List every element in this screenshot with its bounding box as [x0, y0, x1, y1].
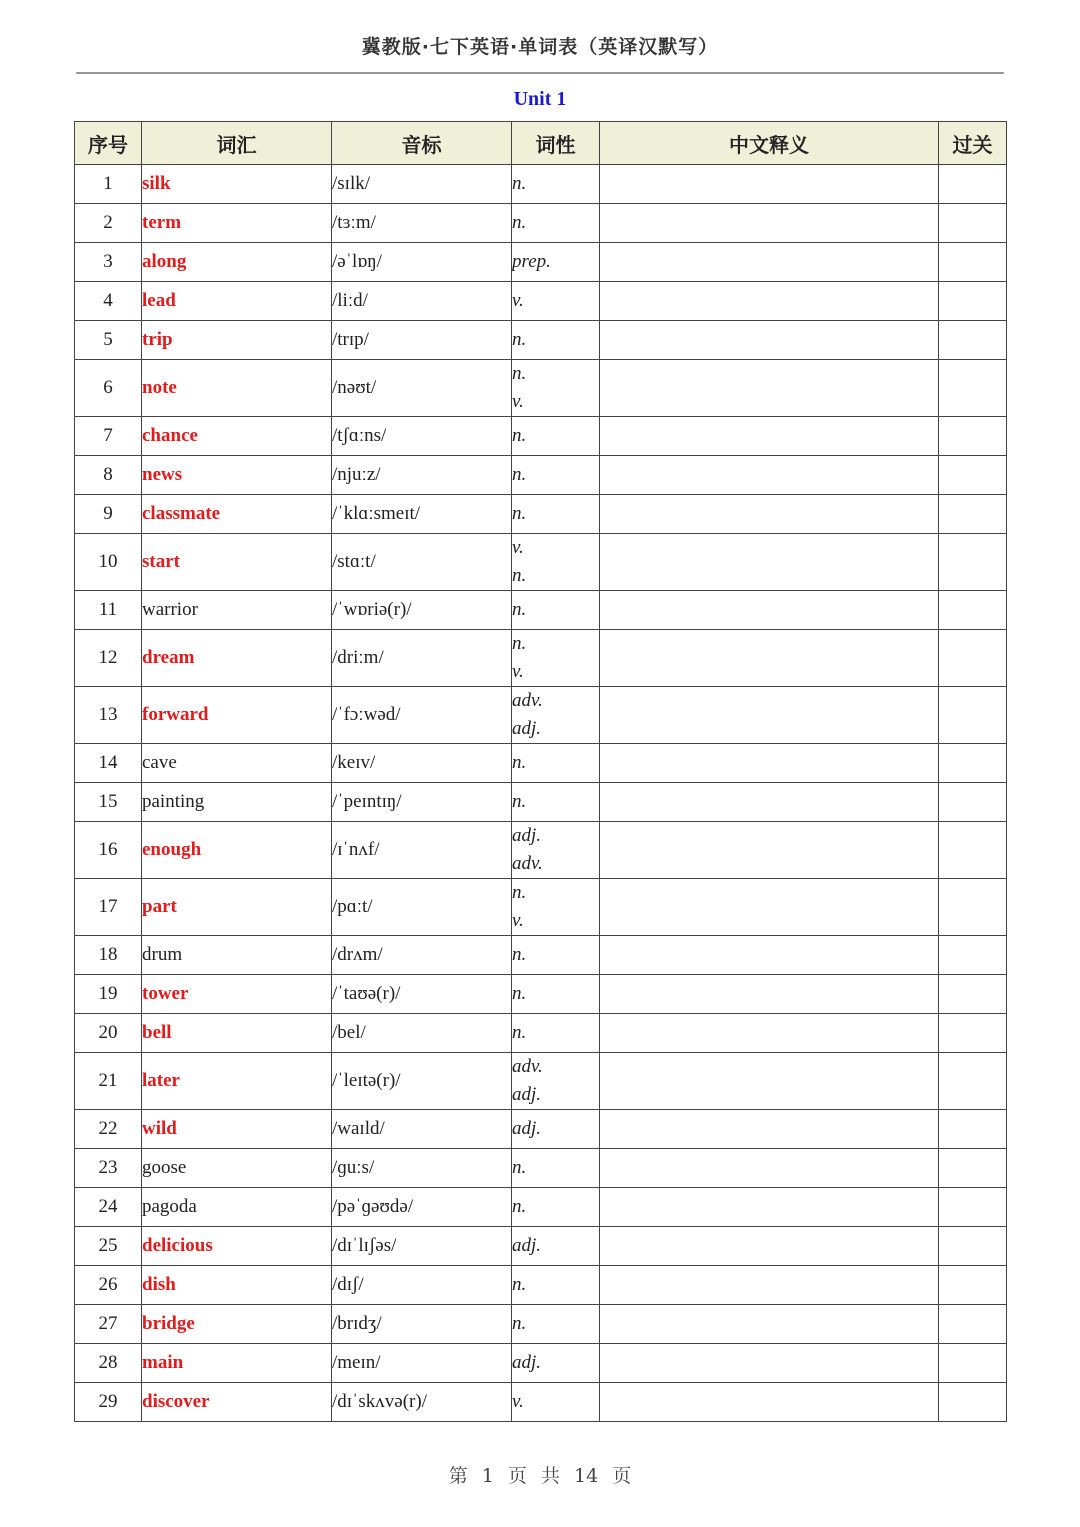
- phonetic-transcription: /keɪv/: [332, 744, 512, 783]
- part-of-speech: n.: [512, 212, 527, 233]
- chinese-meaning-blank[interactable]: [600, 687, 939, 744]
- passed-check-blank[interactable]: [939, 783, 1007, 822]
- vocab-word: pagoda: [142, 1188, 332, 1227]
- passed-check-blank[interactable]: [939, 1227, 1007, 1266]
- passed-check-blank[interactable]: [939, 282, 1007, 321]
- table-row: [75, 417, 1007, 456]
- table-row: [75, 687, 1007, 744]
- part-of-speech: n.: [512, 1313, 527, 1334]
- part-of-speech: adj.: [512, 1118, 542, 1139]
- row-number: 4: [75, 282, 142, 321]
- table-row: [75, 783, 1007, 822]
- table-row: [75, 321, 1007, 360]
- part-of-speech: n.: [512, 791, 527, 812]
- table-row: [75, 1110, 1007, 1149]
- passed-check-blank[interactable]: [939, 591, 1007, 630]
- vocab-word: start: [142, 534, 332, 591]
- vocab-word: painting: [142, 783, 332, 822]
- part-of-speech: v.: [512, 1391, 524, 1412]
- vocab-word: dream: [142, 630, 332, 687]
- chinese-meaning-blank[interactable]: [600, 1266, 939, 1305]
- part-of-speech: v.: [512, 910, 524, 931]
- phonetic-transcription: /ɪˈnʌf/: [332, 822, 512, 879]
- chinese-meaning-blank[interactable]: [600, 1188, 939, 1227]
- part-of-speech: adv.: [512, 690, 543, 711]
- part-of-speech: n.: [512, 363, 527, 384]
- part-of-speech-cell: [512, 1344, 600, 1383]
- table-row: [75, 591, 1007, 630]
- chinese-meaning-blank[interactable]: [600, 783, 939, 822]
- passed-check-blank[interactable]: [939, 1305, 1007, 1344]
- page-footer: 第 1 页 共 14 页: [448, 1465, 632, 1487]
- passed-check-blank[interactable]: [939, 975, 1007, 1014]
- row-number: 19: [75, 975, 142, 1014]
- row-number: 1: [75, 165, 142, 204]
- table-row: [75, 534, 1007, 591]
- table-row: [75, 1383, 1007, 1422]
- vocab-word: lead: [142, 282, 332, 321]
- row-number: 11: [75, 591, 142, 630]
- passed-check-blank[interactable]: [939, 822, 1007, 879]
- passed-check-blank[interactable]: [939, 936, 1007, 975]
- part-of-speech-cell: [512, 936, 600, 975]
- table-row: [75, 879, 1007, 936]
- row-number: 2: [75, 204, 142, 243]
- table-row: [75, 1344, 1007, 1383]
- vocab-word: note: [142, 360, 332, 417]
- part-of-speech-cell: [512, 879, 600, 936]
- vocab-word: delicious: [142, 1227, 332, 1266]
- passed-check-blank[interactable]: [939, 1053, 1007, 1110]
- vocab-word: discover: [142, 1383, 332, 1422]
- part-of-speech: v.: [512, 661, 524, 682]
- phonetic-transcription: /pɑːt/: [332, 879, 512, 936]
- phonetic-transcription: /ɡuːs/: [332, 1149, 512, 1188]
- passed-check-blank[interactable]: [939, 1344, 1007, 1383]
- part-of-speech-cell: [512, 591, 600, 630]
- part-of-speech-cell: [512, 495, 600, 534]
- part-of-speech: n.: [512, 173, 527, 194]
- part-of-speech-cell: [512, 1305, 600, 1344]
- phonetic-transcription: /ˈleɪtə(r)/: [332, 1053, 512, 1110]
- table-row: [75, 243, 1007, 282]
- table-row: [75, 495, 1007, 534]
- part-of-speech: n.: [512, 983, 527, 1004]
- row-number: 5: [75, 321, 142, 360]
- part-of-speech-cell: [512, 783, 600, 822]
- part-of-speech: n.: [512, 633, 527, 654]
- part-of-speech-cell: [512, 630, 600, 687]
- row-number: 10: [75, 534, 142, 591]
- passed-check-blank[interactable]: [939, 456, 1007, 495]
- row-number: 15: [75, 783, 142, 822]
- part-of-speech-cell: [512, 456, 600, 495]
- part-of-speech-cell: [512, 687, 600, 744]
- part-of-speech-cell: [512, 1383, 600, 1422]
- part-of-speech: n.: [512, 599, 527, 620]
- chinese-meaning-blank[interactable]: [600, 822, 939, 879]
- chinese-meaning-blank[interactable]: [600, 534, 939, 591]
- chinese-meaning-blank[interactable]: [600, 630, 939, 687]
- part-of-speech-cell: [512, 282, 600, 321]
- passed-check-blank[interactable]: [939, 165, 1007, 204]
- passed-check-blank[interactable]: [939, 744, 1007, 783]
- chinese-meaning-blank[interactable]: [600, 744, 939, 783]
- vocabulary-table: [74, 121, 1007, 1422]
- row-number: 16: [75, 822, 142, 879]
- table-header-row: [75, 122, 1007, 165]
- passed-check-blank[interactable]: [939, 1266, 1007, 1305]
- part-of-speech: adv.: [512, 1056, 543, 1077]
- phonetic-transcription: /sɪlk/: [332, 165, 512, 204]
- row-number: 18: [75, 936, 142, 975]
- vocab-word: wild: [142, 1110, 332, 1149]
- part-of-speech-cell: [512, 1227, 600, 1266]
- part-of-speech: adj.: [512, 1235, 542, 1256]
- chinese-meaning-blank[interactable]: [600, 360, 939, 417]
- table-row: [75, 1149, 1007, 1188]
- row-number: 26: [75, 1266, 142, 1305]
- column-header-chinese-meaning: 中文释义: [600, 122, 939, 165]
- phonetic-transcription: /drʌm/: [332, 936, 512, 975]
- part-of-speech-cell: [512, 165, 600, 204]
- part-of-speech-cell: [512, 975, 600, 1014]
- passed-check-blank[interactable]: [939, 1383, 1007, 1422]
- phonetic-transcription: /meɪn/: [332, 1344, 512, 1383]
- table-row: [75, 204, 1007, 243]
- column-header-number: 序号: [75, 122, 142, 165]
- chinese-meaning-blank[interactable]: [600, 1110, 939, 1149]
- passed-check-blank[interactable]: [939, 879, 1007, 936]
- part-of-speech: n.: [512, 752, 527, 773]
- column-header-part-of-speech: 词性: [512, 122, 600, 165]
- row-number: 29: [75, 1383, 142, 1422]
- part-of-speech-cell: [512, 321, 600, 360]
- vocab-word: chance: [142, 417, 332, 456]
- part-of-speech: adj.: [512, 825, 542, 846]
- passed-check-blank[interactable]: [939, 1014, 1007, 1053]
- phonetic-transcription: /liːd/: [332, 282, 512, 321]
- phonetic-transcription: /nəʊt/: [332, 360, 512, 417]
- chinese-meaning-blank[interactable]: [600, 321, 939, 360]
- vocab-word: classmate: [142, 495, 332, 534]
- chinese-meaning-blank[interactable]: [600, 936, 939, 975]
- table-row: [75, 1227, 1007, 1266]
- table-row: [75, 630, 1007, 687]
- phonetic-transcription: /waɪld/: [332, 1110, 512, 1149]
- part-of-speech: v.: [512, 290, 524, 311]
- vocab-word: later: [142, 1053, 332, 1110]
- row-number: 21: [75, 1053, 142, 1110]
- phonetic-transcription: /njuːz/: [332, 456, 512, 495]
- row-number: 9: [75, 495, 142, 534]
- passed-check-blank[interactable]: [939, 204, 1007, 243]
- part-of-speech: v.: [512, 391, 524, 412]
- vocab-word: news: [142, 456, 332, 495]
- part-of-speech: adj.: [512, 1084, 542, 1105]
- passed-check-blank[interactable]: [939, 1149, 1007, 1188]
- vocab-word: main: [142, 1344, 332, 1383]
- vocab-word: term: [142, 204, 332, 243]
- part-of-speech: n.: [512, 464, 527, 485]
- table-row: [75, 360, 1007, 417]
- phonetic-transcription: /bel/: [332, 1014, 512, 1053]
- table-row: [75, 1014, 1007, 1053]
- row-number: 14: [75, 744, 142, 783]
- part-of-speech: prep.: [512, 251, 551, 272]
- vocab-word: bridge: [142, 1305, 332, 1344]
- vocab-word: warrior: [142, 591, 332, 630]
- table-row: [75, 1266, 1007, 1305]
- table-row: [75, 282, 1007, 321]
- vocab-word: tower: [142, 975, 332, 1014]
- part-of-speech-cell: [512, 822, 600, 879]
- row-number: 12: [75, 630, 142, 687]
- part-of-speech: n.: [512, 1274, 527, 1295]
- row-number: 13: [75, 687, 142, 744]
- part-of-speech: adj.: [512, 1352, 542, 1373]
- part-of-speech-cell: [512, 1014, 600, 1053]
- chinese-meaning-blank[interactable]: [600, 165, 939, 204]
- table-row: [75, 744, 1007, 783]
- row-number: 25: [75, 1227, 142, 1266]
- part-of-speech: adv.: [512, 853, 543, 874]
- phonetic-transcription: /ˈklɑːsmeɪt/: [332, 495, 512, 534]
- chinese-meaning-blank[interactable]: [600, 591, 939, 630]
- chinese-meaning-blank[interactable]: [600, 1383, 939, 1422]
- table-row: [75, 165, 1007, 204]
- phonetic-transcription: /tɜːm/: [332, 204, 512, 243]
- column-header-phonetic: 音标: [332, 122, 512, 165]
- passed-check-blank[interactable]: [939, 495, 1007, 534]
- chinese-meaning-blank[interactable]: [600, 1227, 939, 1266]
- part-of-speech-cell: [512, 360, 600, 417]
- part-of-speech: n.: [512, 944, 527, 965]
- table-row: [75, 822, 1007, 879]
- part-of-speech-cell: [512, 204, 600, 243]
- phonetic-transcription: /trɪp/: [332, 321, 512, 360]
- chinese-meaning-blank[interactable]: [600, 1053, 939, 1110]
- passed-check-blank[interactable]: [939, 687, 1007, 744]
- part-of-speech-cell: [512, 243, 600, 282]
- part-of-speech-cell: [512, 417, 600, 456]
- chinese-meaning-blank[interactable]: [600, 495, 939, 534]
- passed-check-blank[interactable]: [939, 321, 1007, 360]
- part-of-speech-cell: [512, 1110, 600, 1149]
- phonetic-transcription: /dɪˈskʌvə(r)/: [332, 1383, 512, 1422]
- vocab-word: bell: [142, 1014, 332, 1053]
- header-divider: [76, 72, 1004, 74]
- chinese-meaning-blank[interactable]: [600, 417, 939, 456]
- vocab-word: dish: [142, 1266, 332, 1305]
- table-row: [75, 1188, 1007, 1227]
- chinese-meaning-blank[interactable]: [600, 456, 939, 495]
- vocab-word: trip: [142, 321, 332, 360]
- table-row: [75, 1305, 1007, 1344]
- document-title: 冀教版·七下英语·单词表（英译汉默写）: [361, 36, 719, 58]
- row-number: 3: [75, 243, 142, 282]
- phonetic-transcription: /ˈpeɪntɪŋ/: [332, 783, 512, 822]
- vocabulary-table-body: [75, 165, 1007, 1422]
- vocab-word: along: [142, 243, 332, 282]
- passed-check-blank[interactable]: [939, 1188, 1007, 1227]
- part-of-speech: n.: [512, 329, 527, 350]
- phonetic-transcription: /dɪʃ/: [332, 1266, 512, 1305]
- row-number: 6: [75, 360, 142, 417]
- phonetic-transcription: /ˈfɔːwəd/: [332, 687, 512, 744]
- phonetic-transcription: /tʃɑːns/: [332, 417, 512, 456]
- column-header-passed: 过关: [939, 122, 1007, 165]
- part-of-speech: n.: [512, 1022, 527, 1043]
- chinese-meaning-blank[interactable]: [600, 1344, 939, 1383]
- phonetic-transcription: /ˈwɒriə(r)/: [332, 591, 512, 630]
- part-of-speech: v.: [512, 537, 524, 558]
- table-row: [75, 936, 1007, 975]
- chinese-meaning-blank[interactable]: [600, 282, 939, 321]
- vocab-word: goose: [142, 1149, 332, 1188]
- part-of-speech: adj.: [512, 718, 542, 739]
- passed-check-blank[interactable]: [939, 417, 1007, 456]
- row-number: 28: [75, 1344, 142, 1383]
- chinese-meaning-blank[interactable]: [600, 1149, 939, 1188]
- phonetic-transcription: /stɑːt/: [332, 534, 512, 591]
- passed-check-blank[interactable]: [939, 360, 1007, 417]
- part-of-speech-cell: [512, 1053, 600, 1110]
- part-of-speech-cell: [512, 534, 600, 591]
- phonetic-transcription: /dɪˈlɪʃəs/: [332, 1227, 512, 1266]
- row-number: 23: [75, 1149, 142, 1188]
- part-of-speech: n.: [512, 425, 527, 446]
- passed-check-blank[interactable]: [939, 630, 1007, 687]
- chinese-meaning-blank[interactable]: [600, 1014, 939, 1053]
- column-header-word: 词汇: [142, 122, 332, 165]
- part-of-speech-cell: [512, 744, 600, 783]
- table-row: [75, 456, 1007, 495]
- part-of-speech: n.: [512, 1196, 527, 1217]
- row-number: 8: [75, 456, 142, 495]
- vocab-word: cave: [142, 744, 332, 783]
- part-of-speech: n.: [512, 503, 527, 524]
- unit-title: Unit 1: [513, 88, 567, 110]
- part-of-speech: n.: [512, 565, 527, 586]
- phonetic-transcription: /pəˈɡəʊdə/: [332, 1188, 512, 1227]
- part-of-speech: n.: [512, 882, 527, 903]
- passed-check-blank[interactable]: [939, 243, 1007, 282]
- part-of-speech-cell: [512, 1149, 600, 1188]
- vocab-word: forward: [142, 687, 332, 744]
- row-number: 17: [75, 879, 142, 936]
- row-number: 24: [75, 1188, 142, 1227]
- part-of-speech: n.: [512, 1157, 527, 1178]
- row-number: 7: [75, 417, 142, 456]
- vocab-word: drum: [142, 936, 332, 975]
- row-number: 27: [75, 1305, 142, 1344]
- part-of-speech-cell: [512, 1188, 600, 1227]
- chinese-meaning-blank[interactable]: [600, 243, 939, 282]
- phonetic-transcription: /brɪdʒ/: [332, 1305, 512, 1344]
- table-row: [75, 975, 1007, 1014]
- vocab-word: part: [142, 879, 332, 936]
- phonetic-transcription: /driːm/: [332, 630, 512, 687]
- vocab-word: silk: [142, 165, 332, 204]
- passed-check-blank[interactable]: [939, 534, 1007, 591]
- row-number: 22: [75, 1110, 142, 1149]
- passed-check-blank[interactable]: [939, 1110, 1007, 1149]
- chinese-meaning-blank[interactable]: [600, 204, 939, 243]
- chinese-meaning-blank[interactable]: [600, 879, 939, 936]
- table-row: [75, 1053, 1007, 1110]
- chinese-meaning-blank[interactable]: [600, 1305, 939, 1344]
- phonetic-transcription: /əˈlɒŋ/: [332, 243, 512, 282]
- vocab-word: enough: [142, 822, 332, 879]
- row-number: 20: [75, 1014, 142, 1053]
- phonetic-transcription: /ˈtaʊə(r)/: [332, 975, 512, 1014]
- part-of-speech-cell: [512, 1266, 600, 1305]
- chinese-meaning-blank[interactable]: [600, 975, 939, 1014]
